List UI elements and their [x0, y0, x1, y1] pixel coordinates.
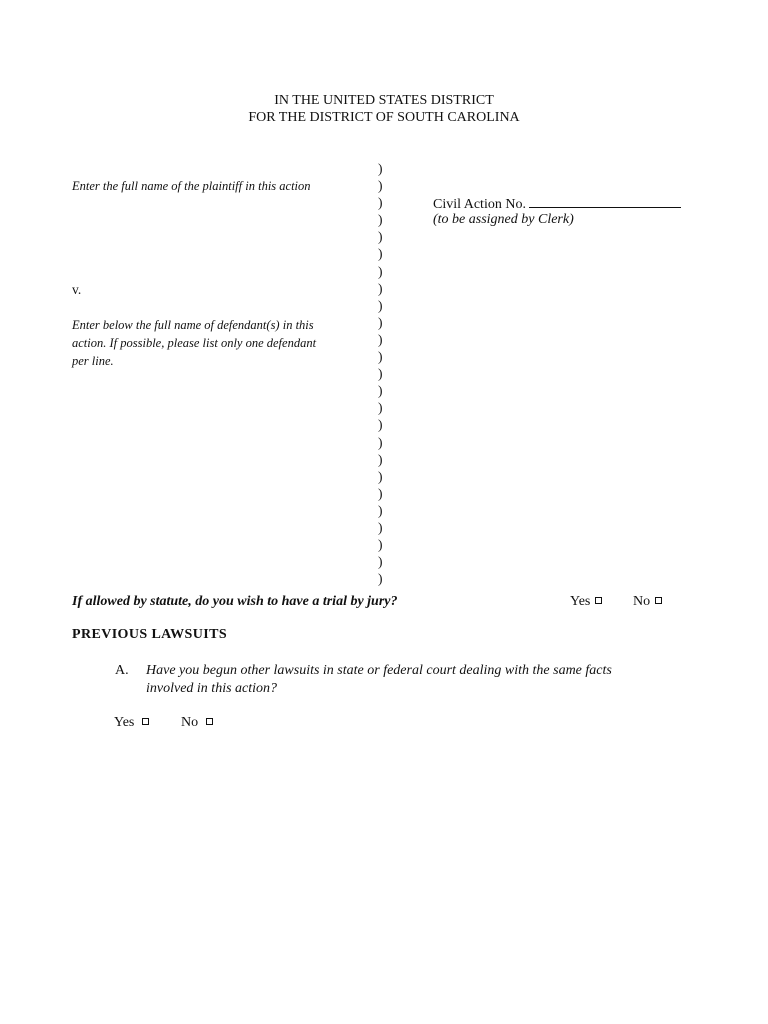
- caption-paren: ): [378, 246, 383, 262]
- jury-no-label: No: [633, 594, 651, 609]
- civil-action-label: Civil Action No.: [433, 197, 526, 212]
- caption-paren: ): [378, 263, 383, 279]
- caption-paren: ): [378, 519, 383, 535]
- jury-no-option[interactable]: [633, 594, 662, 610]
- caption-paren: ): [378, 195, 383, 211]
- defendant-instruction-line: action. If possible, please list only one defendant: [72, 336, 317, 350]
- court-header-line-1: IN THE UNITED STATES DISTRICT: [274, 93, 494, 108]
- caption-paren: ): [378, 212, 383, 228]
- question-a-text: [146, 662, 686, 698]
- caption-paren: ): [378, 349, 383, 365]
- civil-action-number-field[interactable]: [529, 194, 681, 208]
- jury-no-checkbox[interactable]: [655, 597, 662, 604]
- jury-trial-question: If allowed by statute, do you wish to have a trial by jury?: [72, 594, 398, 609]
- question-a-line: Have you begun other lawsuits in state or federal court dealing with the same facts: [146, 663, 612, 678]
- lawsuits-no-checkbox[interactable]: [206, 718, 213, 725]
- lawsuits-yes-checkbox[interactable]: [142, 718, 149, 725]
- civil-action-number: [433, 194, 681, 213]
- versus-label: v.: [72, 282, 82, 297]
- previous-lawsuits-heading: PREVIOUS LAWSUITS: [72, 627, 228, 642]
- jury-yes-checkbox[interactable]: [595, 597, 602, 604]
- lawsuits-no-option[interactable]: [181, 715, 213, 731]
- caption-paren: ): [378, 451, 383, 467]
- caption-paren: ): [378, 468, 383, 484]
- caption-paren: ): [378, 297, 383, 313]
- jury-yes-label: Yes: [570, 594, 591, 609]
- caption-paren: ): [378, 554, 383, 570]
- defendant-instruction-line: per line.: [72, 354, 114, 368]
- lawsuits-no-label: No: [181, 715, 199, 730]
- caption-paren: ): [378, 383, 383, 399]
- court-header-line-2: FOR THE DISTRICT OF SOUTH CAROLINA: [248, 110, 520, 125]
- caption-paren: ): [378, 400, 383, 416]
- caption-paren: ): [378, 485, 383, 501]
- plaintiff-instruction: Enter the full name of the plaintiff in this action: [72, 179, 311, 193]
- caption-paren: ): [378, 571, 383, 587]
- defendant-instruction-line: Enter below the full name of defendant(s) in this: [72, 318, 314, 332]
- caption-paren: ): [378, 502, 383, 518]
- caption-paren: ): [378, 366, 383, 382]
- question-a-line: involved in this action?: [146, 681, 278, 696]
- caption-parentheses-column: [378, 160, 383, 587]
- caption-paren: ): [378, 161, 383, 176]
- jury-yes-option[interactable]: [570, 594, 602, 610]
- caption-paren: ): [378, 280, 383, 296]
- caption-paren: ): [378, 434, 383, 450]
- clerk-assigned-note: (to be assigned by Clerk): [433, 212, 574, 227]
- lawsuits-yes-label: Yes: [114, 715, 135, 730]
- caption-paren: ): [378, 178, 383, 194]
- caption-paren: ): [378, 331, 383, 347]
- caption-paren: ): [378, 229, 383, 245]
- caption-paren: ): [378, 417, 383, 433]
- lawsuits-yes-option[interactable]: [114, 715, 149, 731]
- caption-paren: ): [378, 314, 383, 330]
- question-a-letter: A.: [115, 663, 129, 678]
- defendant-instruction: [72, 316, 372, 370]
- caption-paren: ): [378, 537, 383, 553]
